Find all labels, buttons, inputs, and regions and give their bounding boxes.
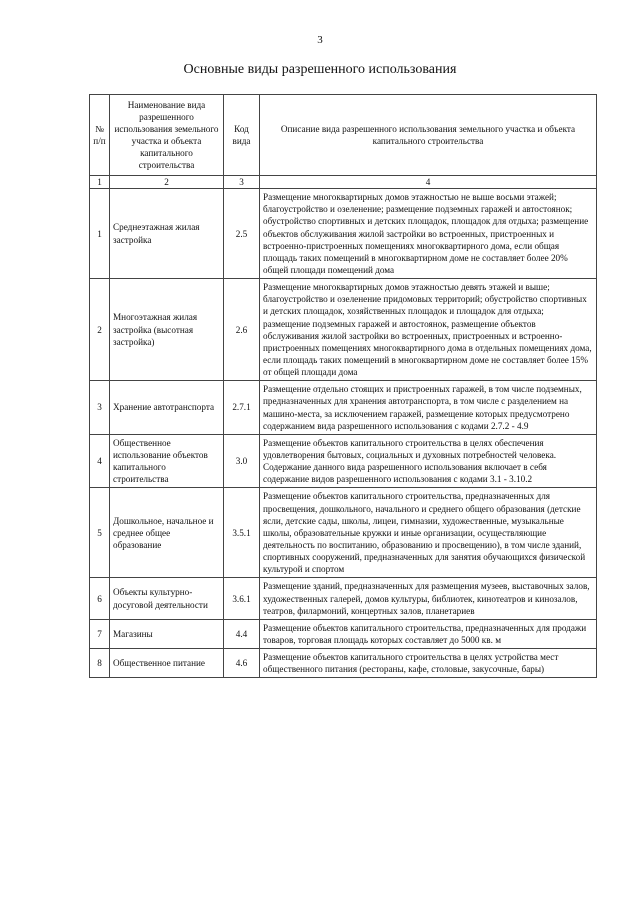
use-description: Размещение объектов капитального строительства в целях устройства мест общественного питания (рестораны, кафе, столовые, закусочные, бары) [260,649,597,678]
column-index-4: 4 [260,176,597,189]
use-code: 2.5 [224,189,260,279]
use-name: Хранение автотранспорта [110,381,224,435]
use-description: Размещение зданий, предназначенных для размещения музеев, выставочных залов, художественных галерей, домов культуры, библиотек, кинотеатров и кинозалов, театров, филармоний, концертных залов, планетариев [260,578,597,619]
row-number: 3 [90,381,110,435]
row-number: 5 [90,488,110,578]
use-name: Среднеэтажная жилая застройка [110,189,224,279]
header-description: Описание вида разрешенного использования земельного участка и объекта капитального строительства [260,95,597,176]
column-index-1: 1 [90,176,110,189]
use-name: Магазины [110,619,224,648]
header-num: № п/п [90,95,110,176]
land-use-table [89,94,597,678]
row-number: 2 [90,279,110,381]
use-code: 3.6.1 [224,578,260,619]
use-name: Общественное использование объектов капитального строительства [110,434,224,488]
use-description: Размещение объектов капитального строительства в целях обеспечения удовлетворения бытовых, социальных и духовных потребностей человека. Содержание данного вида разрешенного использования включает в себя содержание видов разрешенного использования с кодами 3.1 - 3.10.2 [260,434,597,488]
row-number: 4 [90,434,110,488]
column-index-2: 2 [110,176,224,189]
use-code: 4.6 [224,649,260,678]
use-description: Размещение объектов капитального строительства, предназначенных для продажи товаров, торговая площадь которых составляет до 5000 кв. м [260,619,597,648]
table-header-row [90,95,597,176]
row-number: 1 [90,189,110,279]
column-index-3: 3 [224,176,260,189]
use-code: 3.5.1 [224,488,260,578]
table-row [90,619,597,648]
use-name: Дошкольное, начальное и среднее общее образование [110,488,224,578]
use-code: 2.6 [224,279,260,381]
document-title: Основные виды разрешенного использования [183,62,457,77]
header-code: Код вида [224,95,260,176]
table-row [90,488,597,578]
use-description: Размещение отдельно стоящих и пристроенных гаражей, в том числе подземных, предназначенных для хранения автотранспорта, в том числе с разделением на машино-места, за исключением гаражей, размещение которых предусмотрено содержанием вида разрешенного использования с кодами 2.7.2 - 4.9 [260,381,597,435]
page-number: 3 [317,34,323,46]
use-description: Размещение объектов капитального строительства, предназначенных для просвещения, дошкольного, начального и среднего общего образования (детские ясли, детские сады, школы, лицеи, гимназии, художественные, музыкальные школы, образовательные кружки и иные организации, осуществляющие деятельность по воспитанию, образованию и просвещению), в том числе зданий, спортивных сооружений, предназначенных для занятия обучающихся физической культурой и спортом [260,488,597,578]
use-description: Размещение многоквартирных домов этажностью девять этажей и выше; благоустройство и озеленение придомовых территорий; обустройство спортивных и детских площадок, хозяйственных площадок и площадок для отдыха; размещение подземных гаражей и автостоянок, размещение объектов обслуживания жилой застройки во встроенных, пристроенных и встроенно-пристроенных помещениях многоквартирного дома в отдельных помещениях дома, если площадь таких помещений в многоквартирном доме не составляет более 15% от общей площади дома [260,279,597,381]
use-code: 2.7.1 [224,381,260,435]
use-name: Объекты культурно-досуговой деятельности [110,578,224,619]
table-row [90,578,597,619]
table-row [90,649,597,678]
table-row [90,434,597,488]
header-name: Наименование вида разрешенного использования земельного участка и объекта капитального строительства [110,95,224,176]
column-index-row [90,176,597,189]
use-code: 4.4 [224,619,260,648]
use-name: Общественное питание [110,649,224,678]
table-row [90,381,597,435]
table-row [90,189,597,279]
row-number: 8 [90,649,110,678]
row-number: 7 [90,619,110,648]
use-name: Многоэтажная жилая застройка (высотная застройка) [110,279,224,381]
row-number: 6 [90,578,110,619]
use-description: Размещение многоквартирных домов этажностью не выше восьми этажей; благоустройство и озеленение; размещение подземных гаражей и автостоянок; обустройство спортивных и детских площадок, площадок для отдыха; размещение объектов обслуживания жилой застройки во встроенных, пристроенных и встроенно-пристроенных помещениях многоквартирного дома, если общая площадь таких помещений в многоквартирном доме не составляет более 20% общей площади помещений дома [260,189,597,279]
use-code: 3.0 [224,434,260,488]
table-row [90,279,597,381]
